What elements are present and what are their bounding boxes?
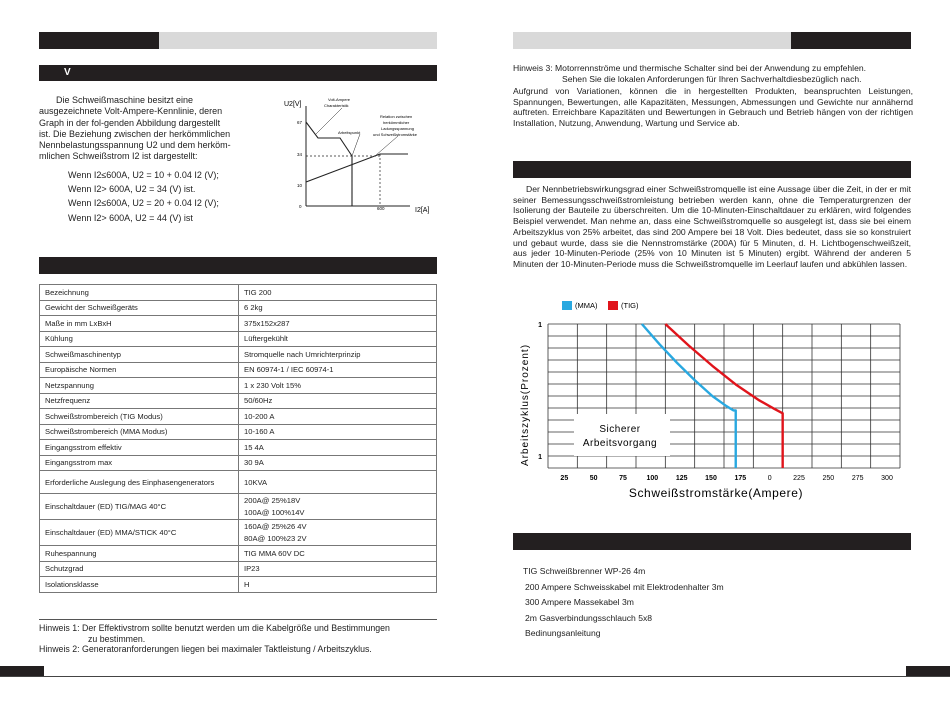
spec-row bbox=[40, 520, 437, 546]
legend-label: (MMA) bbox=[575, 301, 598, 310]
spec-value: 30 9A bbox=[239, 455, 437, 471]
header-bar-right-gray bbox=[513, 32, 791, 49]
note-2: Hinweis 2: Generatoranforderungen liegen bei maximaler Taktleistung / Arbeitszyklus. bbox=[39, 644, 372, 655]
va-y-tick: 34 bbox=[297, 152, 303, 157]
section-letter: V bbox=[64, 67, 71, 78]
spec-value: 6 2kg bbox=[239, 300, 437, 316]
spec-key: Bezeichnung bbox=[40, 285, 239, 301]
spec-value: TIG 200 bbox=[239, 285, 437, 301]
note-1b: zu bestimmen. bbox=[88, 633, 146, 644]
spec-value: H bbox=[239, 577, 437, 593]
intro-line: ausgezeichnete Volt-Ampere-Kennlinie, deren bbox=[39, 106, 223, 117]
spec-value: Stromquelle nach Umrichterprinzip bbox=[239, 347, 437, 363]
header-bar-right-dark bbox=[791, 32, 911, 49]
intro-paragraph bbox=[39, 95, 254, 163]
chart-x-label: Schweißstromstärke(Ampere) bbox=[628, 486, 804, 500]
footer-mark-left bbox=[0, 666, 44, 676]
va-annotation: Relation zwischen bbox=[380, 114, 413, 119]
formula-list bbox=[68, 168, 268, 225]
va-pointer bbox=[352, 134, 360, 156]
va-annotation: und Schweißstromstärke bbox=[373, 132, 418, 137]
spec-value-line: 160A@ 25%26 4V bbox=[244, 521, 307, 531]
spec-value: TIG MMA 60V DC bbox=[239, 546, 437, 562]
spec-row bbox=[40, 546, 437, 562]
spec-key: Einschaltdauer (ED) MMA/STICK 40°C bbox=[40, 520, 239, 546]
va-annotation: herkömmlicher bbox=[383, 120, 410, 125]
duty-cycle-paragraph: Der Nennbetriebswirkungsgrad einer Schweißstromquelle ist eine Aussage über die Zeit, in der er mit seiner Bemessungsschweißstromleistung betrieben werden kann, ohne die Temperaturgrenzen der Isolierung der Bauteile zu überschreiten. Um die 10-Minuten-Einschaltdauer zu erklären, wird folgendes Beispiel verwendet. Man nehme an, dass eine Schweißstromquelle so ausgelegt ist, dass sie bei einem Arbeitszyklus von 25% arbeitet, das sind 200 Ampere bei 18 Volt. Dies bedeutet, dass sie so konstruiert und gebaut wurde, dass sie die Nennstromstärke (200A) für 5 Minuten, d. H. Lichtbogenschweißzeit, aus jeder 10-Minuten-Periode (25% von 10 Minuten ist 5 Minuten) ergibt. Während der anderen 5 Minuten der 10-Minuten-Periode muss die Schweißstromquelle im Leerlauf laufen und abkühlen lassen. bbox=[513, 184, 911, 269]
spec-key: Gewicht der Schweißgeräts bbox=[40, 300, 239, 316]
formula-line: Wenn I2≤600A, U2 = 20 + 0.04 I2 (V); bbox=[68, 198, 219, 209]
x-tick-label: 150 bbox=[705, 475, 717, 482]
safe-zone-label: Arbeitsvorgang bbox=[582, 438, 658, 449]
spec-table bbox=[39, 284, 437, 593]
x-tick-label: 275 bbox=[851, 475, 864, 482]
intro-line: Nennbelastungsspannung U2 und dem herköm- bbox=[39, 140, 231, 151]
spec-key: Kühlung bbox=[40, 331, 239, 347]
spec-key: Schutzgrad bbox=[40, 561, 239, 577]
spec-key: Eingangsstrom max bbox=[40, 455, 239, 471]
x-tick-label: 0 bbox=[767, 475, 772, 482]
intro-line: mlichen Schweißstrom I2 ist dargestellt: bbox=[39, 151, 198, 162]
spec-key: Schweißstrombereich (MMA Modus) bbox=[40, 424, 239, 440]
spec-row bbox=[40, 316, 437, 332]
spec-row bbox=[40, 300, 437, 316]
legend-swatch bbox=[562, 301, 572, 310]
section-header-v bbox=[39, 65, 437, 81]
spec-value: 10KVA bbox=[239, 471, 437, 494]
spec-row bbox=[40, 378, 437, 394]
accessories-list bbox=[523, 564, 903, 642]
legend-swatch bbox=[608, 301, 618, 310]
safe-zone-box bbox=[574, 414, 670, 456]
va-y-tick: 10 bbox=[297, 183, 303, 188]
spec-key: Schweißmaschinentyp bbox=[40, 347, 239, 363]
spec-value-line: 200A@ 25%18V bbox=[244, 495, 301, 505]
chart-legend bbox=[562, 301, 639, 310]
spec-value: IP23 bbox=[239, 561, 437, 577]
x-tick-label: 100 bbox=[646, 475, 659, 482]
chart-y-label: Arbeitszyklus(Prozent) bbox=[520, 343, 531, 466]
accessory-item: 200 Ampere Schweisskabel mit Elektrodenhalter 3m bbox=[525, 581, 724, 592]
spec-value: EN 60974-1 / IEC 60974-1 bbox=[239, 362, 437, 378]
spec-row bbox=[40, 393, 437, 409]
va-annotation: Charakteristik bbox=[324, 103, 349, 108]
spec-key: Ruhespannung bbox=[40, 546, 239, 562]
x-tick-label: 300 bbox=[881, 475, 893, 482]
spec-value: 1 x 230 Volt 15% bbox=[239, 378, 437, 394]
footer-line-left bbox=[0, 676, 475, 677]
spec-key: Eingangsstrom effektiv bbox=[40, 440, 239, 456]
spec-value: 10-160 A bbox=[239, 424, 437, 440]
spec-value bbox=[239, 494, 437, 520]
spec-row bbox=[40, 440, 437, 456]
note-3b: Sehen Sie die lokalen Anforderungen für Ihren Sachverhaltdiesbezüglich nach. bbox=[562, 73, 862, 84]
note-1: Hinweis 1: Der Effektivstrom sollte benutzt werden um die Kabelgröße und Bestimmungen bbox=[39, 623, 390, 633]
formula-line: Wenn I2≤600A, U2 = 10 + 0.04 I2 (V); bbox=[68, 170, 219, 180]
va-y-tick: 67 bbox=[297, 120, 303, 125]
spec-row bbox=[40, 347, 437, 363]
spec-key: Europäische Normen bbox=[40, 362, 239, 378]
spec-key: Erforderliche Auslegung des Einphasengenerators bbox=[40, 471, 239, 494]
spec-row bbox=[40, 471, 437, 494]
note-divider bbox=[39, 619, 437, 620]
spec-value bbox=[239, 520, 437, 546]
va-x-tick: 600 bbox=[377, 206, 385, 211]
safe-zone-label: Sicherer bbox=[599, 424, 641, 435]
note-3: Hinweis 3: Motorrennströme und thermische Schalter sind bei der Anwendung zu empfehlen. bbox=[513, 63, 867, 73]
va-annotation: Ladungsspannung bbox=[381, 126, 414, 131]
spec-row bbox=[40, 455, 437, 471]
x-tick-label: 25 bbox=[560, 475, 569, 482]
legend-label: (TIG) bbox=[621, 301, 639, 310]
spec-value-line: 100A@ 100%14V bbox=[244, 507, 305, 517]
spec-key: Netzspannung bbox=[40, 378, 239, 394]
va-y-label: U2[V] bbox=[284, 101, 302, 108]
spec-key: Einschaltdauer (ED) TIG/MAG 40°C bbox=[40, 494, 239, 520]
variations-paragraph: Aufgrund von Variationen, können die in hergestellten Produkten, beanspruchten Leistungen, Spannungen, Bewertungen, alle Kapazitäten, Messungen, Abmessungen und Gewichte nur annähernd auftreten. Erreichbare Kapazitäten und Bewertungen in Gebrauch und Betrieb hängen von der richtigen Installation, Nutzung, Anwendung, Wartung und Service ab. bbox=[513, 86, 913, 129]
section-header-duty-cycle bbox=[513, 161, 911, 178]
formula-line: Wenn I2> 600A, U2 = 34 (V) ist. bbox=[68, 184, 196, 195]
spec-value: 375x152x287 bbox=[239, 316, 437, 332]
intro-line: Die Schweißmaschine besitzt eine bbox=[56, 95, 194, 105]
spec-row bbox=[40, 577, 437, 593]
formula-line: Wenn I2> 600A, U2 = 44 (V) ist bbox=[68, 212, 193, 223]
va-diagram bbox=[280, 94, 440, 220]
spec-row bbox=[40, 285, 437, 301]
spec-value: 15 4A bbox=[239, 440, 437, 456]
y-tick-label: 1 bbox=[538, 322, 542, 329]
header-bar-left-dark bbox=[39, 32, 159, 49]
section-header-spec bbox=[39, 257, 437, 274]
x-tick-label: 75 bbox=[619, 475, 627, 482]
va-pointer bbox=[375, 136, 398, 156]
x-tick-label: 225 bbox=[793, 475, 805, 482]
spec-key: Netzfrequenz bbox=[40, 393, 239, 409]
spec-row bbox=[40, 494, 437, 520]
spec-value: Lüftergekühlt bbox=[239, 331, 437, 347]
va-annotation: Volt-Ampere bbox=[328, 97, 351, 102]
footer-mark-right bbox=[906, 666, 950, 676]
notes-block bbox=[39, 623, 439, 655]
accessory-item: 2m Gasverbindungsschlauch 5x8 bbox=[525, 612, 653, 623]
spec-row bbox=[40, 561, 437, 577]
duty-cycle-chart bbox=[512, 296, 912, 506]
x-tick-label: 50 bbox=[589, 475, 598, 482]
va-annotation: Arbeitspunkt bbox=[338, 130, 361, 135]
chart-ticks bbox=[538, 322, 893, 482]
spec-value: 50/60Hz bbox=[239, 393, 437, 409]
section-header-accessories bbox=[513, 533, 911, 550]
header-bar-left-gray bbox=[159, 32, 437, 49]
accessory-item: Bedinungsanleitung bbox=[525, 628, 601, 638]
spec-row bbox=[40, 362, 437, 378]
note-3-block bbox=[513, 63, 913, 85]
intro-line: Graph in der fol-genden Abbildung dargestellt bbox=[39, 117, 221, 128]
accessory-item: TIG Schweißbrenner WP-26 4m bbox=[523, 566, 646, 576]
va-x-label: I2[A] bbox=[415, 207, 430, 214]
accessory-item: 300 Ampere Massekabel 3m bbox=[525, 597, 634, 607]
spec-row bbox=[40, 331, 437, 347]
spec-value-line: 80A@ 100%23 2V bbox=[244, 533, 307, 543]
spec-key: Maße in mm LxBxH bbox=[40, 316, 239, 332]
spec-key: Schweißstrombereich (TIG Modus) bbox=[40, 409, 239, 425]
va-y-tick: 0 bbox=[299, 204, 302, 209]
y-tick-label: 1 bbox=[538, 454, 542, 461]
x-tick-label: 250 bbox=[822, 475, 835, 482]
spec-value: 10-200 A bbox=[239, 409, 437, 425]
spec-row bbox=[40, 409, 437, 425]
x-tick-label: 125 bbox=[675, 475, 688, 482]
va-load-line bbox=[306, 154, 408, 182]
spec-row bbox=[40, 424, 437, 440]
spec-key: Isolationsklasse bbox=[40, 577, 239, 593]
intro-line: ist. Die Beziehung zwischen der herkömmlichen bbox=[39, 128, 231, 139]
footer-line-right bbox=[475, 676, 950, 677]
x-tick-label: 175 bbox=[734, 475, 747, 482]
